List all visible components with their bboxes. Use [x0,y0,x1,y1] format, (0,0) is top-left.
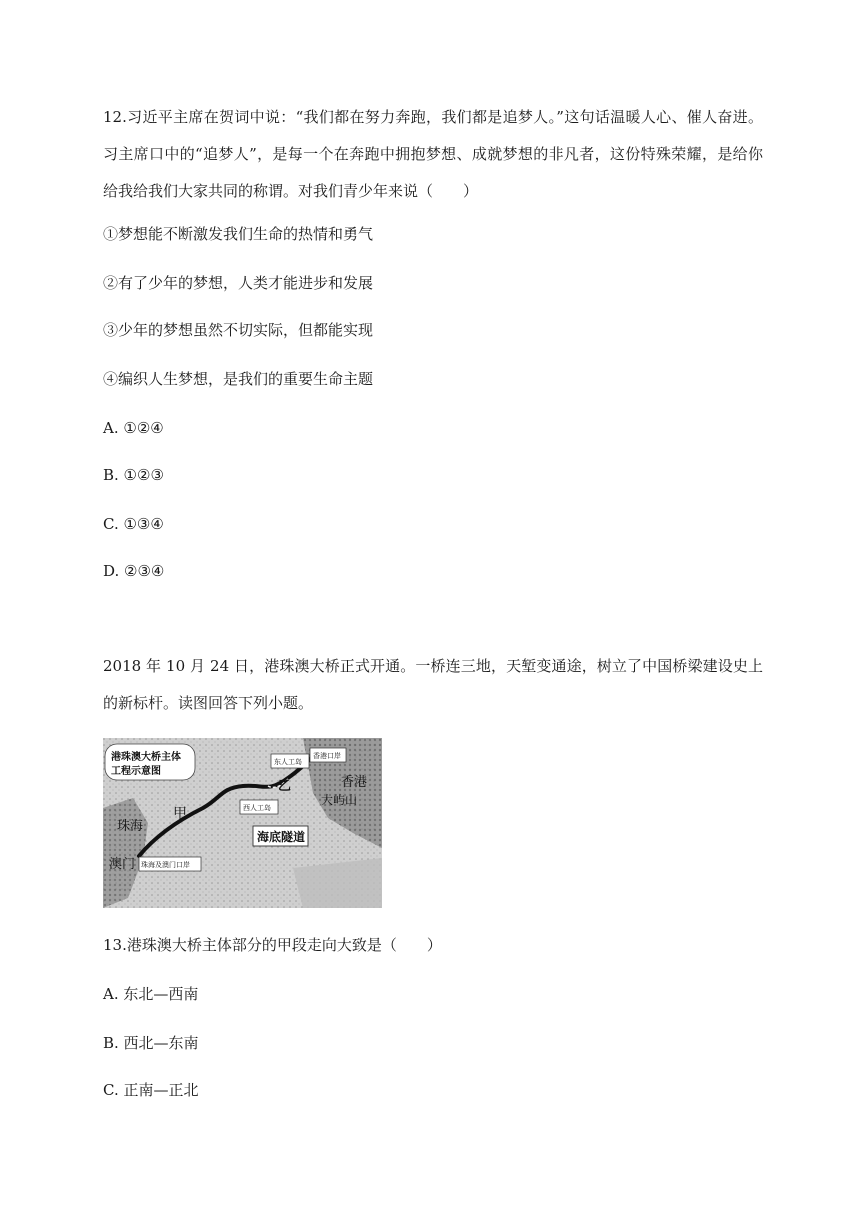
zhuhai-label: 珠海 [117,819,144,834]
statement-1: ①梦想能不断激发我们生命的热情和勇气 [103,225,374,243]
yi-label: 乙 [278,779,292,794]
statement-3: ③少年的梦想虽然不切实际，但都能实现 [103,321,374,339]
bridge-map-svg [103,738,382,908]
question-12-stem: 12.习近平主席在贺词中说：“我们都在努力奔跑，我们都是追梦人。”这句话温暖人心、催人奋进。习主席口中的“追梦人”，是每一个在奔跑中拥抱梦想、成就梦想的非凡者，这份特殊荣耀，是给你给我给我们大家共同的称谓。对我们青少年来说（ ） [103,108,763,200]
question-13-stem: 13.港珠澳大桥主体部分的甲段走向大致是（ ） [103,936,442,954]
bridge-map-figure [103,738,382,908]
hongkong-label: 香港 [341,775,368,790]
jia-label: 甲 [173,806,187,822]
lantau-label: 大屿山 [321,793,358,807]
hk-port-label: 香港口岸 [313,752,341,760]
q13-option-a: A. 东北—西南 [103,985,199,1003]
west-island-label: 西人工岛 [243,804,271,812]
tunnel-label: 海底隧道 [257,830,306,844]
option-c: C. ①③④ [103,515,164,533]
map-title-line2: 工程示意图 [111,766,161,777]
east-island-label: 东人工岛 [274,758,302,766]
macau-label: 澳门 [109,857,136,872]
statement-4: ④编织人生梦想，是我们的重要生命主题 [103,370,374,388]
statement-2: ②有了少年的梦想，人类才能进步和发展 [103,274,374,292]
passage-text: 2018 年 10 月 24 日，港珠澳大桥正式开通。一桥连三地，天堑变通途，树立了中国桥梁建设史上的新标杆。读图回答下列小题。 [103,657,763,712]
zhm-port-label: 珠海及澳门口岸 [141,861,190,869]
map-title-line1: 港珠澳大桥主体 [111,752,181,763]
option-a: A. ①②④ [103,419,164,437]
option-d: D. ②③④ [103,562,165,580]
option-b: B. ①②③ [103,466,164,484]
q13-option-c: C. 正南—正北 [103,1081,199,1099]
q13-option-b: B. 西北—东南 [103,1034,199,1052]
